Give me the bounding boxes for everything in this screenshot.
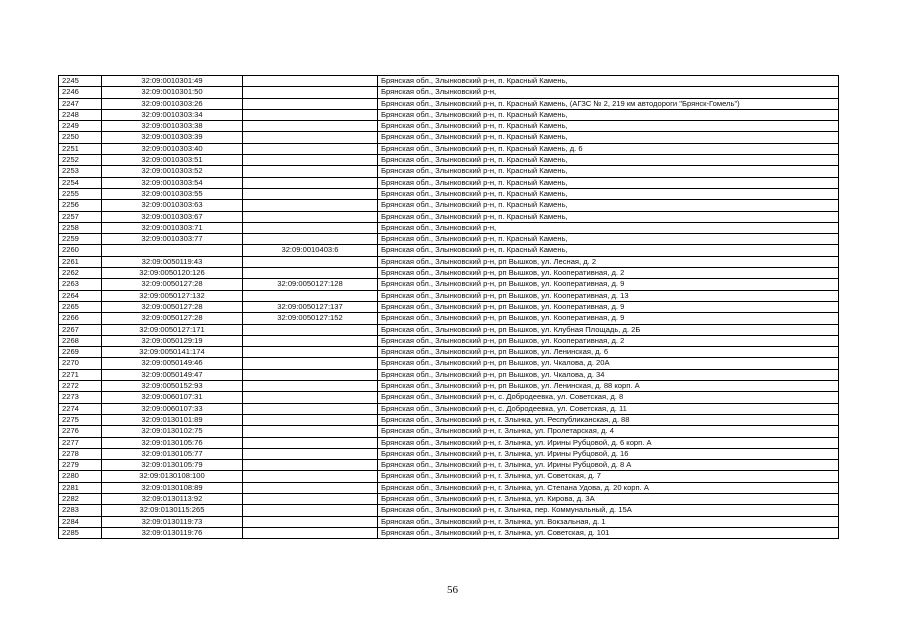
row-number-cell: 2276	[59, 426, 102, 437]
address-cell: Брянская обл., Злынковский р-н, рп Вышков, ул. Ленинская, д. 6	[378, 347, 839, 358]
address-cell: Брянская обл., Злынковский р-н, п. Красный Камень,	[378, 121, 839, 132]
row-number-cell: 2257	[59, 211, 102, 222]
cadastral-number-cell: 32:09:0010303:26	[102, 98, 243, 109]
row-number-cell: 2255	[59, 188, 102, 199]
address-cell: Брянская обл., Злынковский р-н, с. Добродеевка, ул. Советская, д. 8	[378, 392, 839, 403]
cadastral-number-cell: 32:09:0010303:52	[102, 166, 243, 177]
table-row	[59, 234, 839, 245]
cadastral-number-cell: 32:09:0010303:67	[102, 211, 243, 222]
table-row	[59, 493, 839, 504]
page-number: 56	[447, 584, 458, 596]
related-cadastral-number-cell: 32:09:0050127:152	[243, 313, 378, 324]
related-cadastral-number-cell	[243, 121, 378, 132]
cadastral-number-cell: 32:09:0050127:28	[102, 279, 243, 290]
address-cell: Брянская обл., Злынковский р-н, п. Красный Камень, д. 6	[378, 143, 839, 154]
cadastral-number-cell: 32:09:0130108:89	[102, 482, 243, 493]
related-cadastral-number-cell	[243, 437, 378, 448]
table-row	[59, 188, 839, 199]
table-row	[59, 482, 839, 493]
cadastral-number-cell	[102, 245, 243, 256]
row-number-cell: 2265	[59, 301, 102, 312]
related-cadastral-number-cell	[243, 222, 378, 233]
address-cell: Брянская обл., Злынковский р-н, рп Вышков, ул. Кооперативная, д. 9	[378, 279, 839, 290]
row-number-cell: 2271	[59, 369, 102, 380]
table-row	[59, 98, 839, 109]
row-number-cell: 2285	[59, 527, 102, 538]
table-row	[59, 414, 839, 425]
row-number-cell: 2278	[59, 448, 102, 459]
table-row	[59, 245, 839, 256]
related-cadastral-number-cell	[243, 448, 378, 459]
address-cell: Брянская обл., Злынковский р-н, п. Красный Камень,	[378, 166, 839, 177]
row-number-cell: 2262	[59, 268, 102, 279]
row-number-cell: 2272	[59, 381, 102, 392]
related-cadastral-number-cell	[243, 256, 378, 267]
row-number-cell: 2253	[59, 166, 102, 177]
related-cadastral-number-cell	[243, 143, 378, 154]
address-cell: Брянская обл., Злынковский р-н, рп Вышков, ул. Лесная, д. 2	[378, 256, 839, 267]
related-cadastral-number-cell	[243, 426, 378, 437]
related-cadastral-number-cell: 32:09:0010403:6	[243, 245, 378, 256]
address-cell: Брянская обл., Злынковский р-н, с. Добродеевка, ул. Советская, д. 11	[378, 403, 839, 414]
table-row	[59, 200, 839, 211]
address-cell: Брянская обл., Злынковский р-н, рп Вышков, ул. Чкалова, д. 34	[378, 369, 839, 380]
address-cell: Брянская обл., Злынковский р-н, г. Злынка, ул. Кирова, д. 3А	[378, 493, 839, 504]
cadastral-number-cell: 32:09:0010303:63	[102, 200, 243, 211]
row-number-cell: 2254	[59, 177, 102, 188]
related-cadastral-number-cell: 32:09:0050127:128	[243, 279, 378, 290]
related-cadastral-number-cell	[243, 460, 378, 471]
row-number-cell: 2270	[59, 358, 102, 369]
table-row	[59, 166, 839, 177]
related-cadastral-number-cell	[243, 268, 378, 279]
address-cell: Брянская обл., Злынковский р-н, рп Вышков, ул. Кооперативная, д. 2	[378, 268, 839, 279]
row-number-cell: 2280	[59, 471, 102, 482]
table-row	[59, 109, 839, 120]
address-cell: Брянская обл., Злынковский р-н, рп Вышков, ул. Чкалова, д. 20А	[378, 358, 839, 369]
address-cell: Брянская обл., Злынковский р-н, г. Злынка, ул. Ирины Рубцовой, д. 16	[378, 448, 839, 459]
table-row	[59, 369, 839, 380]
row-number-cell: 2269	[59, 347, 102, 358]
cadastral-number-cell: 32:09:0130101:89	[102, 414, 243, 425]
row-number-cell: 2263	[59, 279, 102, 290]
table-row	[59, 335, 839, 346]
related-cadastral-number-cell	[243, 177, 378, 188]
row-number-cell: 2260	[59, 245, 102, 256]
table-row	[59, 505, 839, 516]
cadastral-number-cell: 32:09:0050129:19	[102, 335, 243, 346]
row-number-cell: 2275	[59, 414, 102, 425]
address-cell: Брянская обл., Злынковский р-н, п. Красный Камень,	[378, 76, 839, 87]
related-cadastral-number-cell: 32:09:0050127:137	[243, 301, 378, 312]
table-row	[59, 177, 839, 188]
cadastral-number-cell: 32:09:0130108:100	[102, 471, 243, 482]
table-row	[59, 471, 839, 482]
row-number-cell: 2249	[59, 121, 102, 132]
table-row	[59, 279, 839, 290]
address-cell: Брянская обл., Злынковский р-н, г. Злынка, ул. Ирины Рубцовой, д. 6 корп. А	[378, 437, 839, 448]
address-cell: Брянская обл., Злынковский р-н,	[378, 87, 839, 98]
table-row	[59, 268, 839, 279]
address-cell: Брянская обл., Злынковский р-н, п. Красный Камень,	[378, 200, 839, 211]
table-row	[59, 392, 839, 403]
row-number-cell: 2266	[59, 313, 102, 324]
related-cadastral-number-cell	[243, 414, 378, 425]
cadastral-number-cell: 32:09:0050127:28	[102, 313, 243, 324]
cadastral-number-cell: 32:09:0010303:54	[102, 177, 243, 188]
row-number-cell: 2281	[59, 482, 102, 493]
row-number-cell: 2279	[59, 460, 102, 471]
cadastral-number-cell: 32:09:0050119:43	[102, 256, 243, 267]
row-number-cell: 2261	[59, 256, 102, 267]
cadastral-number-cell: 32:09:0010301:49	[102, 76, 243, 87]
related-cadastral-number-cell	[243, 109, 378, 120]
address-cell: Брянская обл., Злынковский р-н, рп Вышков, ул. Кооперативная, д. 9	[378, 313, 839, 324]
cadastral-number-cell: 32:09:0010303:39	[102, 132, 243, 143]
table-row	[59, 132, 839, 143]
table-row	[59, 143, 839, 154]
cadastral-number-cell: 32:09:0130119:73	[102, 516, 243, 527]
table-row	[59, 358, 839, 369]
related-cadastral-number-cell	[243, 527, 378, 538]
related-cadastral-number-cell	[243, 234, 378, 245]
cadastral-number-cell: 32:09:0010303:34	[102, 109, 243, 120]
address-cell: Брянская обл., Злынковский р-н, п. Красный Камень,	[378, 245, 839, 256]
cadastral-number-cell: 32:09:0130105:77	[102, 448, 243, 459]
cadastral-number-cell: 32:09:0060107:33	[102, 403, 243, 414]
cadastral-number-cell: 32:09:0050152:93	[102, 381, 243, 392]
address-cell: Брянская обл., Злынковский р-н, г. Злынка, ул. Ирины Рубцовой, д. 8 А	[378, 460, 839, 471]
address-cell: Брянская обл., Злынковский р-н, п. Красный Камень, (АГЗС № 2, 219 км автодороги "Брянск-Гомель")	[378, 98, 839, 109]
table-row	[59, 381, 839, 392]
row-number-cell: 2256	[59, 200, 102, 211]
table-row	[59, 403, 839, 414]
related-cadastral-number-cell	[243, 392, 378, 403]
table-row	[59, 76, 839, 87]
table-row	[59, 516, 839, 527]
row-number-cell: 2250	[59, 132, 102, 143]
table-row	[59, 460, 839, 471]
related-cadastral-number-cell	[243, 482, 378, 493]
row-number-cell: 2247	[59, 98, 102, 109]
related-cadastral-number-cell	[243, 132, 378, 143]
row-number-cell: 2268	[59, 335, 102, 346]
address-cell: Брянская обл., Злынковский р-н, п. Красный Камень,	[378, 177, 839, 188]
address-cell: Брянская обл., Злынковский р-н, г. Злынка, ул. Советская, д. 7	[378, 471, 839, 482]
related-cadastral-number-cell	[243, 166, 378, 177]
row-number-cell: 2283	[59, 505, 102, 516]
property-table	[58, 75, 839, 539]
related-cadastral-number-cell	[243, 98, 378, 109]
row-number-cell: 2284	[59, 516, 102, 527]
table-row	[59, 256, 839, 267]
cadastral-number-cell: 32:09:0010303:77	[102, 234, 243, 245]
related-cadastral-number-cell	[243, 471, 378, 482]
address-cell: Брянская обл., Злынковский р-н, г. Злынка, пер. Коммунальный, д. 15А	[378, 505, 839, 516]
table-row	[59, 87, 839, 98]
row-number-cell: 2248	[59, 109, 102, 120]
cadastral-number-cell: 32:09:0010303:38	[102, 121, 243, 132]
cadastral-number-cell: 32:09:0130115:265	[102, 505, 243, 516]
cadastral-number-cell: 32:09:0010303:55	[102, 188, 243, 199]
row-number-cell: 2251	[59, 143, 102, 154]
address-cell: Брянская обл., Злынковский р-н, п. Красный Камень,	[378, 109, 839, 120]
table-row	[59, 324, 839, 335]
cadastral-number-cell: 32:09:0010303:40	[102, 143, 243, 154]
cadastral-number-cell: 32:09:0010303:71	[102, 222, 243, 233]
related-cadastral-number-cell	[243, 493, 378, 504]
row-number-cell: 2258	[59, 222, 102, 233]
cadastral-number-cell: 32:09:0130113:92	[102, 493, 243, 504]
cadastral-number-cell: 32:09:0050127:171	[102, 324, 243, 335]
related-cadastral-number-cell	[243, 369, 378, 380]
address-cell: Брянская обл., Злынковский р-н, п. Красный Камень,	[378, 188, 839, 199]
row-number-cell: 2277	[59, 437, 102, 448]
related-cadastral-number-cell	[243, 155, 378, 166]
address-cell: Брянская обл., Злынковский р-н, п. Красный Камень,	[378, 211, 839, 222]
related-cadastral-number-cell	[243, 358, 378, 369]
related-cadastral-number-cell	[243, 76, 378, 87]
related-cadastral-number-cell	[243, 347, 378, 358]
row-number-cell: 2252	[59, 155, 102, 166]
cadastral-number-cell: 32:09:0130105:79	[102, 460, 243, 471]
cadastral-number-cell: 32:09:0060107:31	[102, 392, 243, 403]
address-cell: Брянская обл., Злынковский р-н, рп Вышков, ул. Кооперативная, д. 9	[378, 301, 839, 312]
address-cell: Брянская обл., Злынковский р-н, рп Вышков, ул. Кооперативная, д. 13	[378, 290, 839, 301]
address-cell: Брянская обл., Злынковский р-н, рп Вышков, ул. Кооперативная, д. 2	[378, 335, 839, 346]
cadastral-number-cell: 32:09:0050141:174	[102, 347, 243, 358]
row-number-cell: 2267	[59, 324, 102, 335]
table-row	[59, 313, 839, 324]
row-number-cell: 2274	[59, 403, 102, 414]
related-cadastral-number-cell	[243, 335, 378, 346]
table-row	[59, 437, 839, 448]
address-cell: Брянская обл., Злынковский р-н, г. Злынка, ул. Пролетарская, д. 4	[378, 426, 839, 437]
related-cadastral-number-cell	[243, 290, 378, 301]
cadastral-number-cell: 32:09:0130102:75	[102, 426, 243, 437]
address-cell: Брянская обл., Злынковский р-н, п. Красный Камень,	[378, 132, 839, 143]
row-number-cell: 2246	[59, 87, 102, 98]
table-row	[59, 290, 839, 301]
related-cadastral-number-cell	[243, 188, 378, 199]
table-row	[59, 301, 839, 312]
related-cadastral-number-cell	[243, 403, 378, 414]
address-cell: Брянская обл., Злынковский р-н, рп Вышков, ул. Ленинская, д. 88 корп. А	[378, 381, 839, 392]
table-row	[59, 347, 839, 358]
cadastral-number-cell: 32:09:0050149:47	[102, 369, 243, 380]
related-cadastral-number-cell	[243, 505, 378, 516]
row-number-cell: 2245	[59, 76, 102, 87]
related-cadastral-number-cell	[243, 381, 378, 392]
cadastral-number-cell: 32:09:0050120:126	[102, 268, 243, 279]
address-cell: Брянская обл., Злынковский р-н, п. Красный Камень,	[378, 155, 839, 166]
row-number-cell: 2282	[59, 493, 102, 504]
row-number-cell: 2273	[59, 392, 102, 403]
related-cadastral-number-cell	[243, 516, 378, 527]
related-cadastral-number-cell	[243, 211, 378, 222]
cadastral-number-cell: 32:09:0010301:50	[102, 87, 243, 98]
cadastral-number-cell: 32:09:0050127:132	[102, 290, 243, 301]
table-row	[59, 448, 839, 459]
table-row	[59, 527, 839, 538]
cadastral-number-cell: 32:09:0010303:51	[102, 155, 243, 166]
address-cell: Брянская обл., Злынковский р-н, г. Злынка, ул. Степана Удова, д. 20 корп. А	[378, 482, 839, 493]
table-row	[59, 121, 839, 132]
related-cadastral-number-cell	[243, 200, 378, 211]
cadastral-number-cell: 32:09:0130119:76	[102, 527, 243, 538]
address-cell: Брянская обл., Злынковский р-н, г. Злынка, ул. Советская, д. 101	[378, 527, 839, 538]
row-number-cell: 2264	[59, 290, 102, 301]
table-row	[59, 426, 839, 437]
cadastral-number-cell: 32:09:0050149:46	[102, 358, 243, 369]
property-table-body	[59, 76, 839, 539]
address-cell: Брянская обл., Злынковский р-н, рп Вышков, ул. Клубная Площадь, д. 2Б	[378, 324, 839, 335]
address-cell: Брянская обл., Злынковский р-н, г. Злынка, ул. Вокзальная, д. 1	[378, 516, 839, 527]
address-cell: Брянская обл., Злынковский р-н, г. Злынка, ул. Республиканская, д. 88	[378, 414, 839, 425]
related-cadastral-number-cell	[243, 324, 378, 335]
cadastral-number-cell: 32:09:0050127:28	[102, 301, 243, 312]
address-cell: Брянская обл., Злынковский р-н, п. Красный Камень,	[378, 234, 839, 245]
related-cadastral-number-cell	[243, 87, 378, 98]
table-row	[59, 222, 839, 233]
table-row	[59, 211, 839, 222]
table-row	[59, 155, 839, 166]
cadastral-number-cell: 32:09:0130105:76	[102, 437, 243, 448]
address-cell: Брянская обл., Злынковский р-н,	[378, 222, 839, 233]
row-number-cell: 2259	[59, 234, 102, 245]
